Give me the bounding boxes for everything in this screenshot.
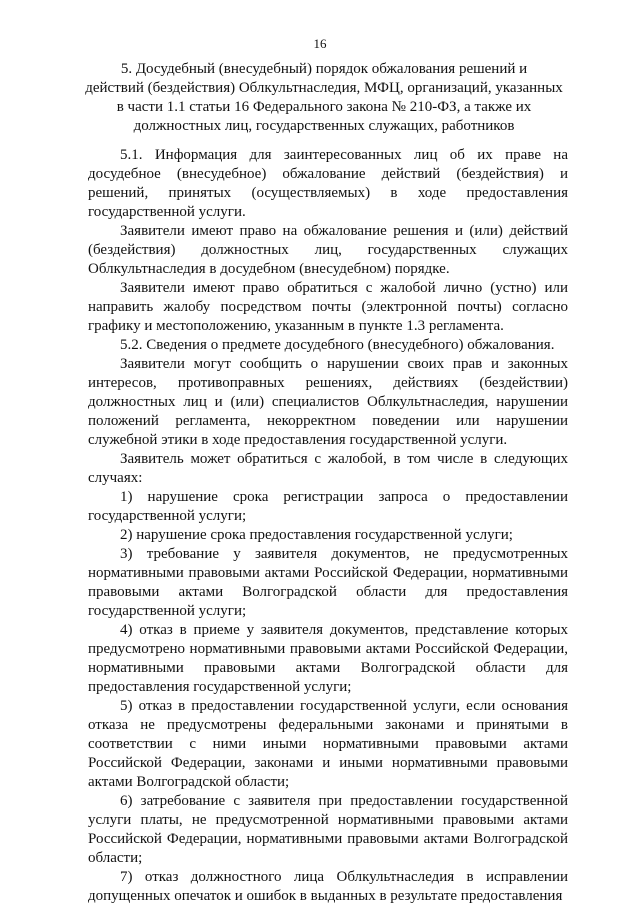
heading-line: должностных лиц, государственных служащих, работников — [133, 118, 515, 134]
paragraph: Заявители могут сообщить о нарушении своих прав и законных интересов, противоправных решениях, действиях (бездействии) должностных лиц и (или) специалистов Облкультнаследия, нарушении положений регламента, некорректном поведении или нарушении служебной этики в ходе предоставления государственной услуги. — [88, 356, 568, 448]
list-item: 6) затребование с заявителя при предоставлении государственной услуги платы, не предусмотренной нормативными правовыми актами Российской Федерации, нормативными правовыми актами Волгоградской области; — [88, 793, 568, 866]
list-item: 2) нарушение срока предоставления государственной услуги; — [120, 527, 513, 543]
list-item: 5) отказ в предоставлении государственной услуги, если основания отказа не предусмотрены федеральными законами и принятыми в соответствии с ними иными нормативными правовыми актами Российской Федерации, законами и иными нормативными правовыми актами Волгоградской области; — [88, 698, 568, 790]
section-5-1 — [88, 146, 568, 336]
paragraph: Заявитель может обратиться с жалобой, в том числе в следующих случаях: — [88, 451, 568, 486]
list-item: 7) отказ должностного лица Облкультнаследия в исправлении допущенных опечаток и ошибок в выданных в результате предоставления — [88, 869, 568, 904]
list-item: 1) нарушение срока регистрации запроса о предоставлении государственной услуги; — [88, 489, 568, 524]
heading-line: действий (бездействия) Облкультнаследия, МФЦ, организаций, указанных — [85, 80, 563, 96]
list-item: 4) отказ в приеме у заявителя документов, представление которых предусмотрено нормативными правовыми актами Российской Федерации, нормативными правовыми актами Волгоградской области для предоставления государственной услуги; — [88, 622, 568, 695]
heading-line: в части 1.1 статьи 16 Федерального закона № 210-ФЗ, а также их — [116, 99, 532, 115]
paragraph: Заявители имеют право обратиться с жалобой лично (устно) или направить жалобу посредством почты (электронной почты) согласно графику и местоположению, указанным в пункте 1.3 регламента. — [88, 280, 568, 334]
heading-line: 5. Досудебный (внесудебный) порядок обжалования решений и — [120, 61, 528, 77]
section-5-2 — [88, 336, 568, 906]
paragraph: 5.2. Сведения о предмете досудебного (внесудебного) обжалования. — [120, 337, 555, 353]
paragraph: 5.1. Информация для заинтересованных лиц об их праве на досудебное (внесудебное) обжалование действий (бездействия) и решений, принятых (осуществляемых) в ходе предоставления государственной услуги. — [88, 147, 568, 220]
paragraph: Заявители имеют право на обжалование решения и (или) действий (бездействия) должностных лиц, государственных служащих Облкультнаследия в досудебном (внесудебном) порядке. — [88, 223, 568, 277]
section-heading — [80, 60, 568, 136]
list-item: 3) требование у заявителя документов, не предусмотренных нормативными правовыми актами Российской Федерации, нормативными правовыми актами Волгоградской области для предоставления государственной услуги; — [88, 546, 568, 619]
page-number: 16 — [313, 36, 327, 51]
